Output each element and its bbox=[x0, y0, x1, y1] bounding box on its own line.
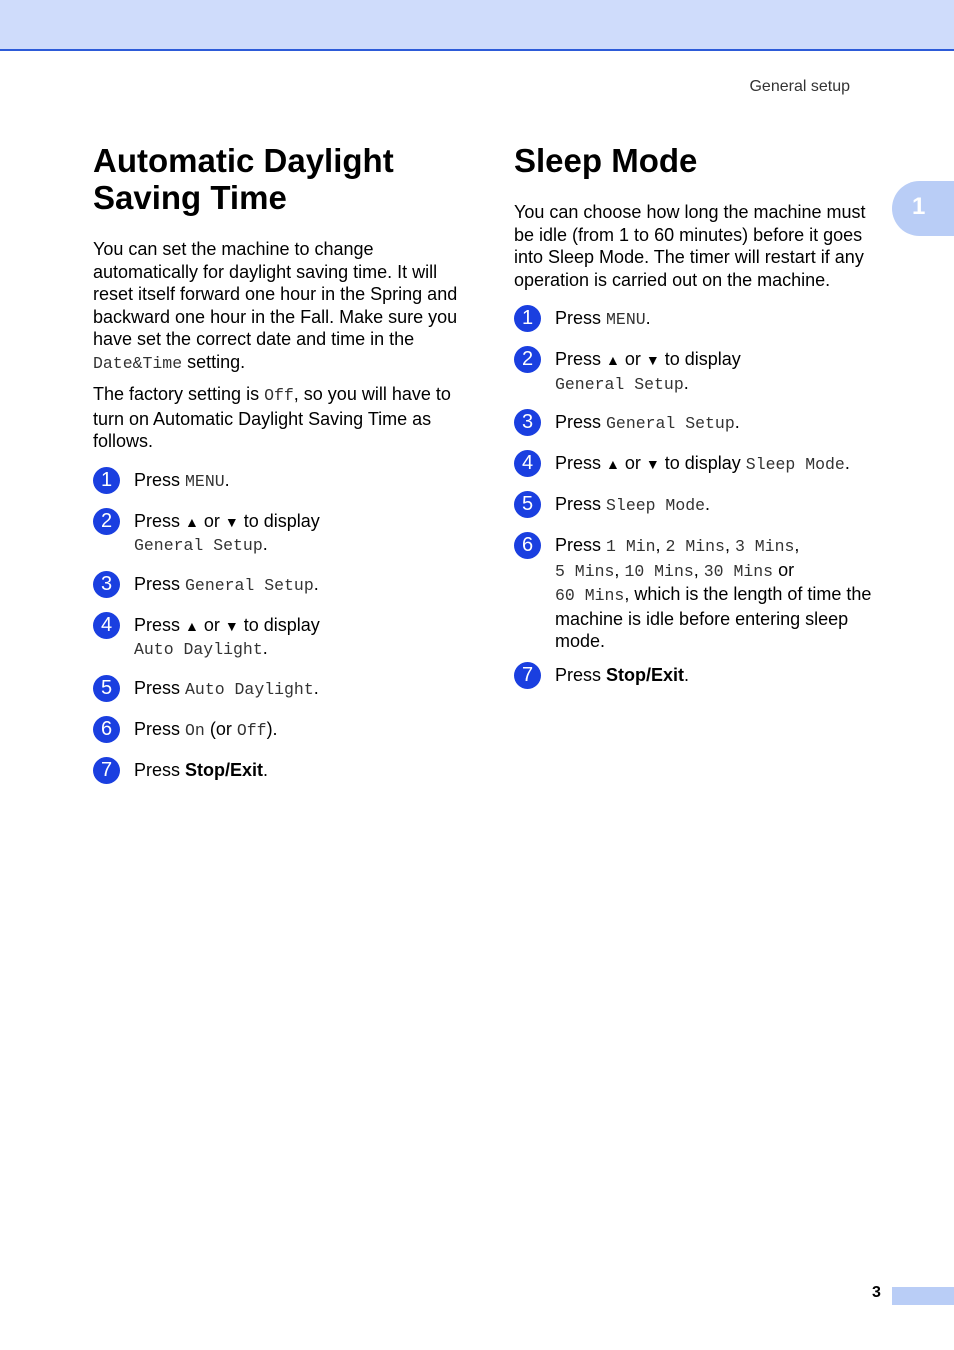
section-title-daylight: Automatic Daylight Saving Time bbox=[93, 142, 394, 216]
up-arrow-icon: ▲ bbox=[185, 513, 199, 530]
step-number-icon: 3 bbox=[514, 409, 541, 436]
step-number-icon: 2 bbox=[93, 508, 120, 535]
step-item: 1 Press MENU. bbox=[93, 467, 463, 494]
up-arrow-icon: ▲ bbox=[185, 617, 199, 634]
top-header-band bbox=[0, 0, 954, 51]
step-item: 7 Press Stop/Exit. bbox=[93, 757, 463, 782]
daylight-intro-paragraph: You can set the machine to change automatically for daylight saving time. It will reset itself forward one hour in the Spring and backward one hour in the Fall. Make sure you have set the correct date and time in the Date&Time setting. bbox=[93, 239, 458, 373]
down-arrow-icon: ▼ bbox=[224, 617, 239, 634]
step-item: 4 Press ▲ or ▼ to display Sleep Mode. bbox=[514, 450, 886, 477]
page-number: 3 bbox=[872, 1284, 881, 1301]
chapter-number: 1 bbox=[912, 193, 926, 220]
step-item: 5 Press Auto Daylight. bbox=[93, 675, 463, 702]
step-number-icon: 7 bbox=[514, 662, 541, 689]
down-arrow-icon: ▼ bbox=[645, 456, 660, 472]
step-number-icon: 3 bbox=[93, 571, 120, 598]
step-number-icon: 5 bbox=[93, 675, 120, 702]
running-title: General setup bbox=[749, 78, 850, 95]
step-number-icon: 1 bbox=[93, 467, 120, 494]
chapter-tab[interactable] bbox=[892, 181, 954, 236]
down-arrow-icon: ▼ bbox=[645, 352, 660, 368]
step-item: 2 Press ▲ or ▼ to display General Setup. bbox=[93, 508, 463, 558]
step-item: 3 Press General Setup. bbox=[514, 409, 886, 436]
section-title-sleep: Sleep Mode bbox=[514, 142, 698, 179]
up-arrow-icon: ▲ bbox=[606, 352, 620, 368]
step-number-icon: 4 bbox=[93, 612, 120, 639]
page-number-bar bbox=[892, 1287, 954, 1305]
step-item: 3 Press General Setup. bbox=[93, 571, 463, 598]
left-column bbox=[93, 142, 463, 797]
step-number-icon: 5 bbox=[514, 491, 541, 518]
step-item: 7 Press Stop/Exit. bbox=[514, 662, 886, 687]
sleep-intro-paragraph: You can choose how long the machine must be idle (from 1 to 60 minutes) before it goes into Sleep Mode. The timer will restart if any operation is carried out on the machine. bbox=[514, 202, 866, 290]
step-number-icon: 6 bbox=[514, 532, 541, 559]
right-column bbox=[514, 142, 886, 705]
step-number-icon: 1 bbox=[514, 305, 541, 332]
up-arrow-icon: ▲ bbox=[606, 456, 620, 472]
down-arrow-icon: ▼ bbox=[224, 513, 239, 530]
step-number-icon: 4 bbox=[514, 450, 541, 477]
step-number-icon: 6 bbox=[93, 716, 120, 743]
step-item: 2 Press ▲ or ▼ to display General Setup. bbox=[514, 346, 886, 396]
step-item: 6 Press On (or Off). bbox=[93, 716, 463, 743]
step-item: 6 Press 1 Min, 2 Mins, 3 Mins, 5 Mins, 10 Mins, 30 Mins or 60 Mins, which is the length of time the machine is idle before entering sleep mode. bbox=[514, 532, 886, 653]
step-number-icon: 2 bbox=[514, 346, 541, 373]
step-item: 4 Press ▲ or ▼ to display Auto Daylight. bbox=[93, 612, 463, 662]
step-number-icon: 7 bbox=[93, 757, 120, 784]
factory-setting-paragraph: The factory setting is Off, so you will have to turn on Automatic Daylight Saving Time as follows. bbox=[93, 384, 451, 451]
sleep-steps bbox=[514, 305, 886, 705]
step-item: 1 Press MENU. bbox=[514, 305, 886, 332]
step-item: 5 Press Sleep Mode. bbox=[514, 491, 886, 518]
daylight-steps bbox=[93, 467, 463, 797]
